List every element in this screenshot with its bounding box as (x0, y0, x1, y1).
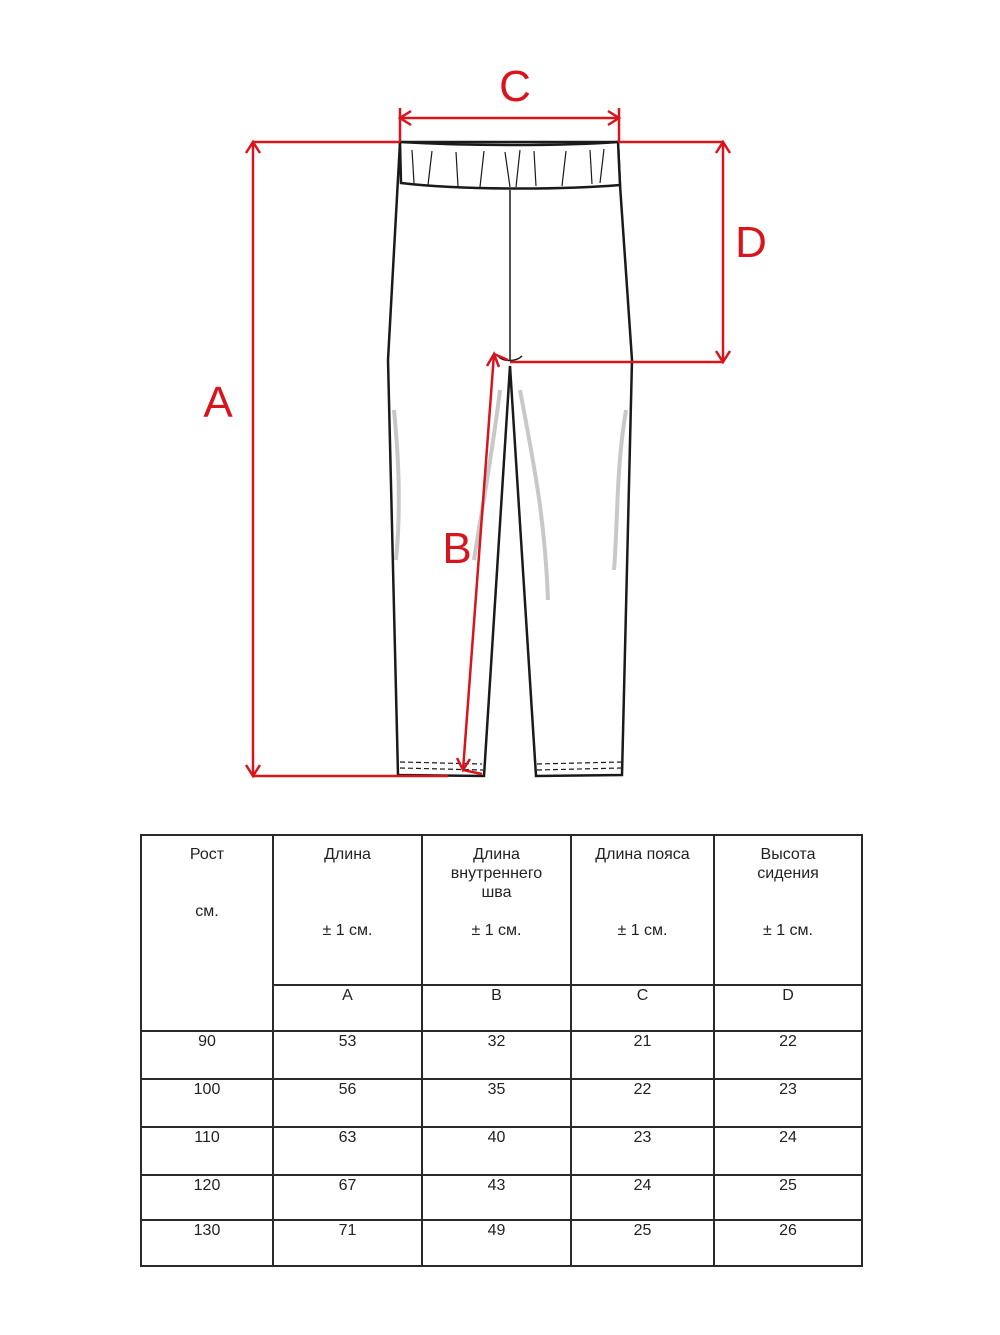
table-cell: 100 (141, 1079, 273, 1127)
header-waist: Длина пояса ± 1 см. (571, 835, 714, 985)
table-cell: 26 (714, 1220, 862, 1266)
table-cell: 23 (571, 1127, 714, 1175)
table-cell: 49 (422, 1220, 571, 1266)
table-cell: 40 (422, 1127, 571, 1175)
letter-cell: D (714, 985, 862, 1031)
dimension-label-a: A (203, 378, 233, 427)
table-cell: 22 (714, 1031, 862, 1079)
table-row (141, 1079, 862, 1127)
header-rise: Высота сидения ± 1 см. (714, 835, 862, 985)
table-cell: 24 (714, 1127, 862, 1175)
table-row (141, 1220, 862, 1266)
table-cell: 21 (571, 1031, 714, 1079)
table-cell: 25 (571, 1220, 714, 1266)
table-cell: 22 (571, 1079, 714, 1127)
table-cell: 71 (273, 1220, 422, 1266)
letter-cell: B (422, 985, 571, 1031)
letter-cell: A (273, 985, 422, 1031)
table-cell: 67 (273, 1175, 422, 1220)
table-cell: 110 (141, 1127, 273, 1175)
table-cell: 35 (422, 1079, 571, 1127)
table-cell: 90 (141, 1031, 273, 1079)
size-chart-table (140, 834, 863, 1267)
header-length: Длина ± 1 см. (273, 835, 422, 985)
table-header-row (141, 835, 862, 985)
pants-illustration (388, 142, 632, 776)
table-cell: 43 (422, 1175, 571, 1220)
dimension-label-c: C (499, 62, 531, 111)
table-cell: 56 (273, 1079, 422, 1127)
header-inseam: Длина внутреннего шва ± 1 см. (422, 835, 571, 985)
dimension-label-d: D (735, 218, 767, 267)
table-row (141, 1175, 862, 1220)
waistband (400, 142, 620, 189)
header-height: Рост см. (141, 835, 273, 1031)
table-cell: 130 (141, 1220, 273, 1266)
table-cell: 120 (141, 1175, 273, 1220)
table-cell: 24 (571, 1175, 714, 1220)
table-row (141, 1031, 862, 1079)
table-row (141, 1127, 862, 1175)
dimension-label-b: B (442, 524, 472, 573)
table-cell: 32 (422, 1031, 571, 1079)
table-cell: 63 (273, 1127, 422, 1175)
table-cell: 23 (714, 1079, 862, 1127)
table-cell: 53 (273, 1031, 422, 1079)
letter-cell: C (571, 985, 714, 1031)
table-cell: 25 (714, 1175, 862, 1220)
